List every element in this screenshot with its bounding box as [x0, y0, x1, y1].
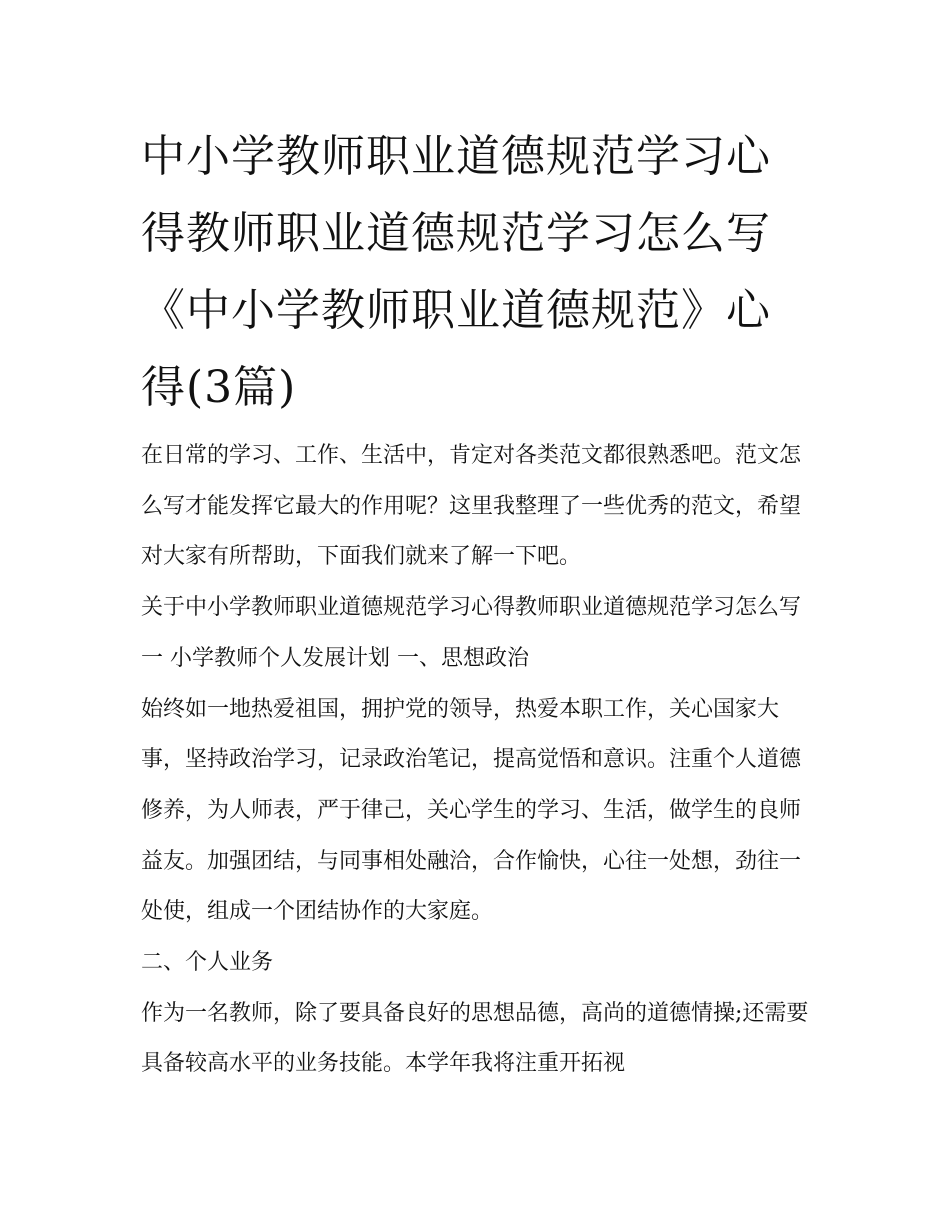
- document-title: 中小学教师职业道德规范学习心得教师职业道德规范学习怎么写 《中小学教师职业道德规范》心得(3篇): [141, 131, 771, 413]
- personal-business-paragraph: 作为一名教师，除了要具备良好的思想品德，高尚的道德情操;还需要具备较高水平的业务技能。本学年我将注重开拓视: [141, 1000, 809, 1077]
- section-heading-personal-business: 二、个人业务: [141, 950, 274, 976]
- document-content: [141, 118, 813, 1090]
- section-heading-paragraph: 关于中小学教师职业道德规范学习心得教师职业道德规范学习怎么写一 小学教师个人发展计划 一、思想政治: [141, 595, 802, 671]
- political-thought-paragraph: 始终如一地热爱祖国，拥护党的领导，热爱本职工作，关心国家大事，坚持政治学习，记录政治笔记，提高觉悟和意识。注重个人道德修养，为人师表，严于律己，关心学生的学习、生活，做学生的良师益友。加强团结，与同事相处融洽，合作愉快，心往一处想，劲往一处使，组成一个团结协作的大家庭。: [141, 696, 802, 925]
- document-body: [141, 431, 813, 1090]
- intro-paragraph: 在日常的学习、工作、生活中，肯定对各类范文都很熟悉吧。范文怎么写才能发挥它最大的作用呢？这里我整理了一些优秀的范文，希望对大家有所帮助，下面我们就来了解一下吧。: [141, 443, 802, 570]
